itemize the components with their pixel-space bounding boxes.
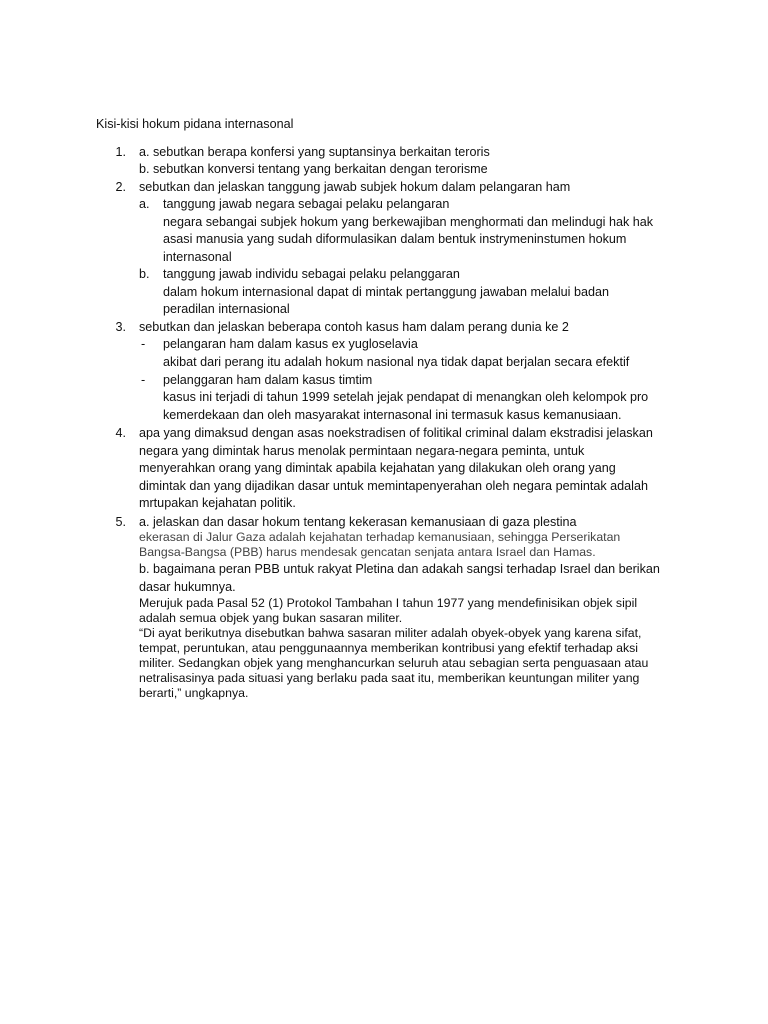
item-5-quote-a-line-1: ekerasan di Jalur Gaza adalah kejahatan terhadap kemanusiaan, sehingga Perserikatan: [139, 530, 621, 544]
item-2-sub-a-body-3: internasonal: [163, 250, 232, 264]
item-3-sub-1-body-1: akibat dari perang itu adalah hokum nasional nya tidak dapat berjalan secara efektif: [163, 355, 630, 369]
item-4-line-1: apa yang dimaksud dengan asas noekstradisen of folitikal criminal dalam ekstradisi jelaskan: [139, 426, 653, 440]
item-2-number: 2.: [115, 180, 126, 194]
item-5-quote-b-line-2: adalah semua objek yang bukan sasaran militer.: [139, 611, 403, 625]
item-2-sub-b-body-1: dalam hokum internasional dapat di mintak pertanggung jawaban melalui badan: [163, 285, 609, 299]
item-5-quote-a-line-2: Bangsa-Bangsa (PBB) harus mendesak gencatan senjata antara Israel dan Hamas.: [139, 545, 596, 559]
item-4-line-5: mrtupakan kejahatan politik.: [139, 496, 296, 510]
item-1-line-b: b. sebutkan konversi tentang yang berkaitan dengan terorisme: [139, 162, 488, 176]
item-2-sub-a-marker: a.: [139, 197, 150, 211]
item-3-sub-2-body-1: kasus ini terjadi di tahun 1999 setelah jejak pendapat di menangkan oleh kelompok pro: [163, 390, 649, 404]
item-5-number: 5.: [115, 515, 126, 529]
item-5-question-b-line-1: b. bagaimana peran PBB untuk rakyat Pletina dan adakah sangsi terhadap Israel dan berikan: [139, 562, 660, 576]
item-5-question-a: a. jelaskan dan dasar hokum tentang kekerasan kemanusiaan di gaza plestina: [139, 515, 577, 529]
item-1-line-a: a. sebutkan berapa konfersi yang suptansinya berkaitan teroris: [139, 145, 490, 159]
item-5-quote-b-line-1: Merujuk pada Pasal 52 (1) Protokol Tambahan I tahun 1977 yang mendefinisikan objek sipil: [139, 596, 638, 610]
item-4-line-2: negara yang dimintak harus menolak permintaan negara-negara peminta, untuk: [139, 444, 585, 458]
item-3-question: sebutkan dan jelaskan beberapa contoh kasus ham dalam perang dunia ke 2: [139, 320, 569, 334]
item-5-quote-b-line-5: militer. Sedangkan objek yang menghancurkan seluruh atau sebagian serta penguasaan atau: [139, 656, 649, 670]
item-5-quote-b-line-7: berarti,” ungkapnya.: [139, 686, 249, 700]
document-title: Kisi-kisi hokum pidana internasonal: [96, 117, 294, 131]
item-2-question: sebutkan dan jelaskan tanggung jawab subjek hokum dalam pelangaran ham: [139, 180, 571, 194]
item-4-line-3: menyerahkan orang yang dimintak apabila kejahatan yang dilakukan oleh orang yang: [139, 461, 616, 475]
item-4-number: 4.: [115, 426, 126, 440]
item-2-sub-a-body-2: asasi manusia yang sudah diformulasikan dalam bentuk instrymeninstumen hokum: [163, 232, 627, 246]
item-2-sub-b-marker: b.: [139, 267, 150, 281]
item-3-sub-1-marker: -: [141, 337, 146, 351]
item-2-sub-b-heading: tanggung jawab individu sebagai pelaku pelanggaran: [163, 267, 460, 281]
item-5-question-b-line-2: dasar hukumnya.: [139, 580, 236, 594]
item-3-sub-2-marker: -: [141, 373, 146, 387]
item-3-sub-2-heading: pelanggaran ham dalam kasus timtim: [163, 373, 373, 387]
item-2-sub-b-body-2: peradilan internasional: [163, 302, 290, 316]
item-5-quote-b-line-6: netralisasinya pada situasi yang berlaku pada saat itu, memberikan keuntungan militer yang: [139, 671, 640, 685]
item-2-sub-a-heading: tanggung jawab negara sebagai pelaku pelangaran: [163, 197, 450, 211]
item-4-line-4: dimintak dan yang dijadikan dasar untuk memintapenyerahan oleh negara pemintak adalah: [139, 479, 648, 493]
item-3-number: 3.: [115, 320, 126, 334]
item-3-sub-2-body-2: kemerdekaan dan oleh masyarakat internasonal ini termasuk kasus kemanusiaan.: [163, 408, 622, 422]
item-1-number: 1.: [115, 145, 126, 159]
item-3-sub-1-heading: pelangaran ham dalam kasus ex yugloselavia: [163, 337, 418, 351]
item-2-sub-a-body-1: negara sebangai subjek hokum yang berkewajiban menghormati dan melindugi hak hak: [163, 215, 654, 229]
item-5-quote-b-line-3: “Di ayat berikutnya disebutkan bahwa sasaran militer adalah obyek-obyek yang karena sifat,: [139, 626, 642, 640]
item-5-quote-b-line-4: tempat, peruntukan, atau penggunaannya memberikan kontribusi yang efektif terhadap aksi: [139, 641, 639, 655]
